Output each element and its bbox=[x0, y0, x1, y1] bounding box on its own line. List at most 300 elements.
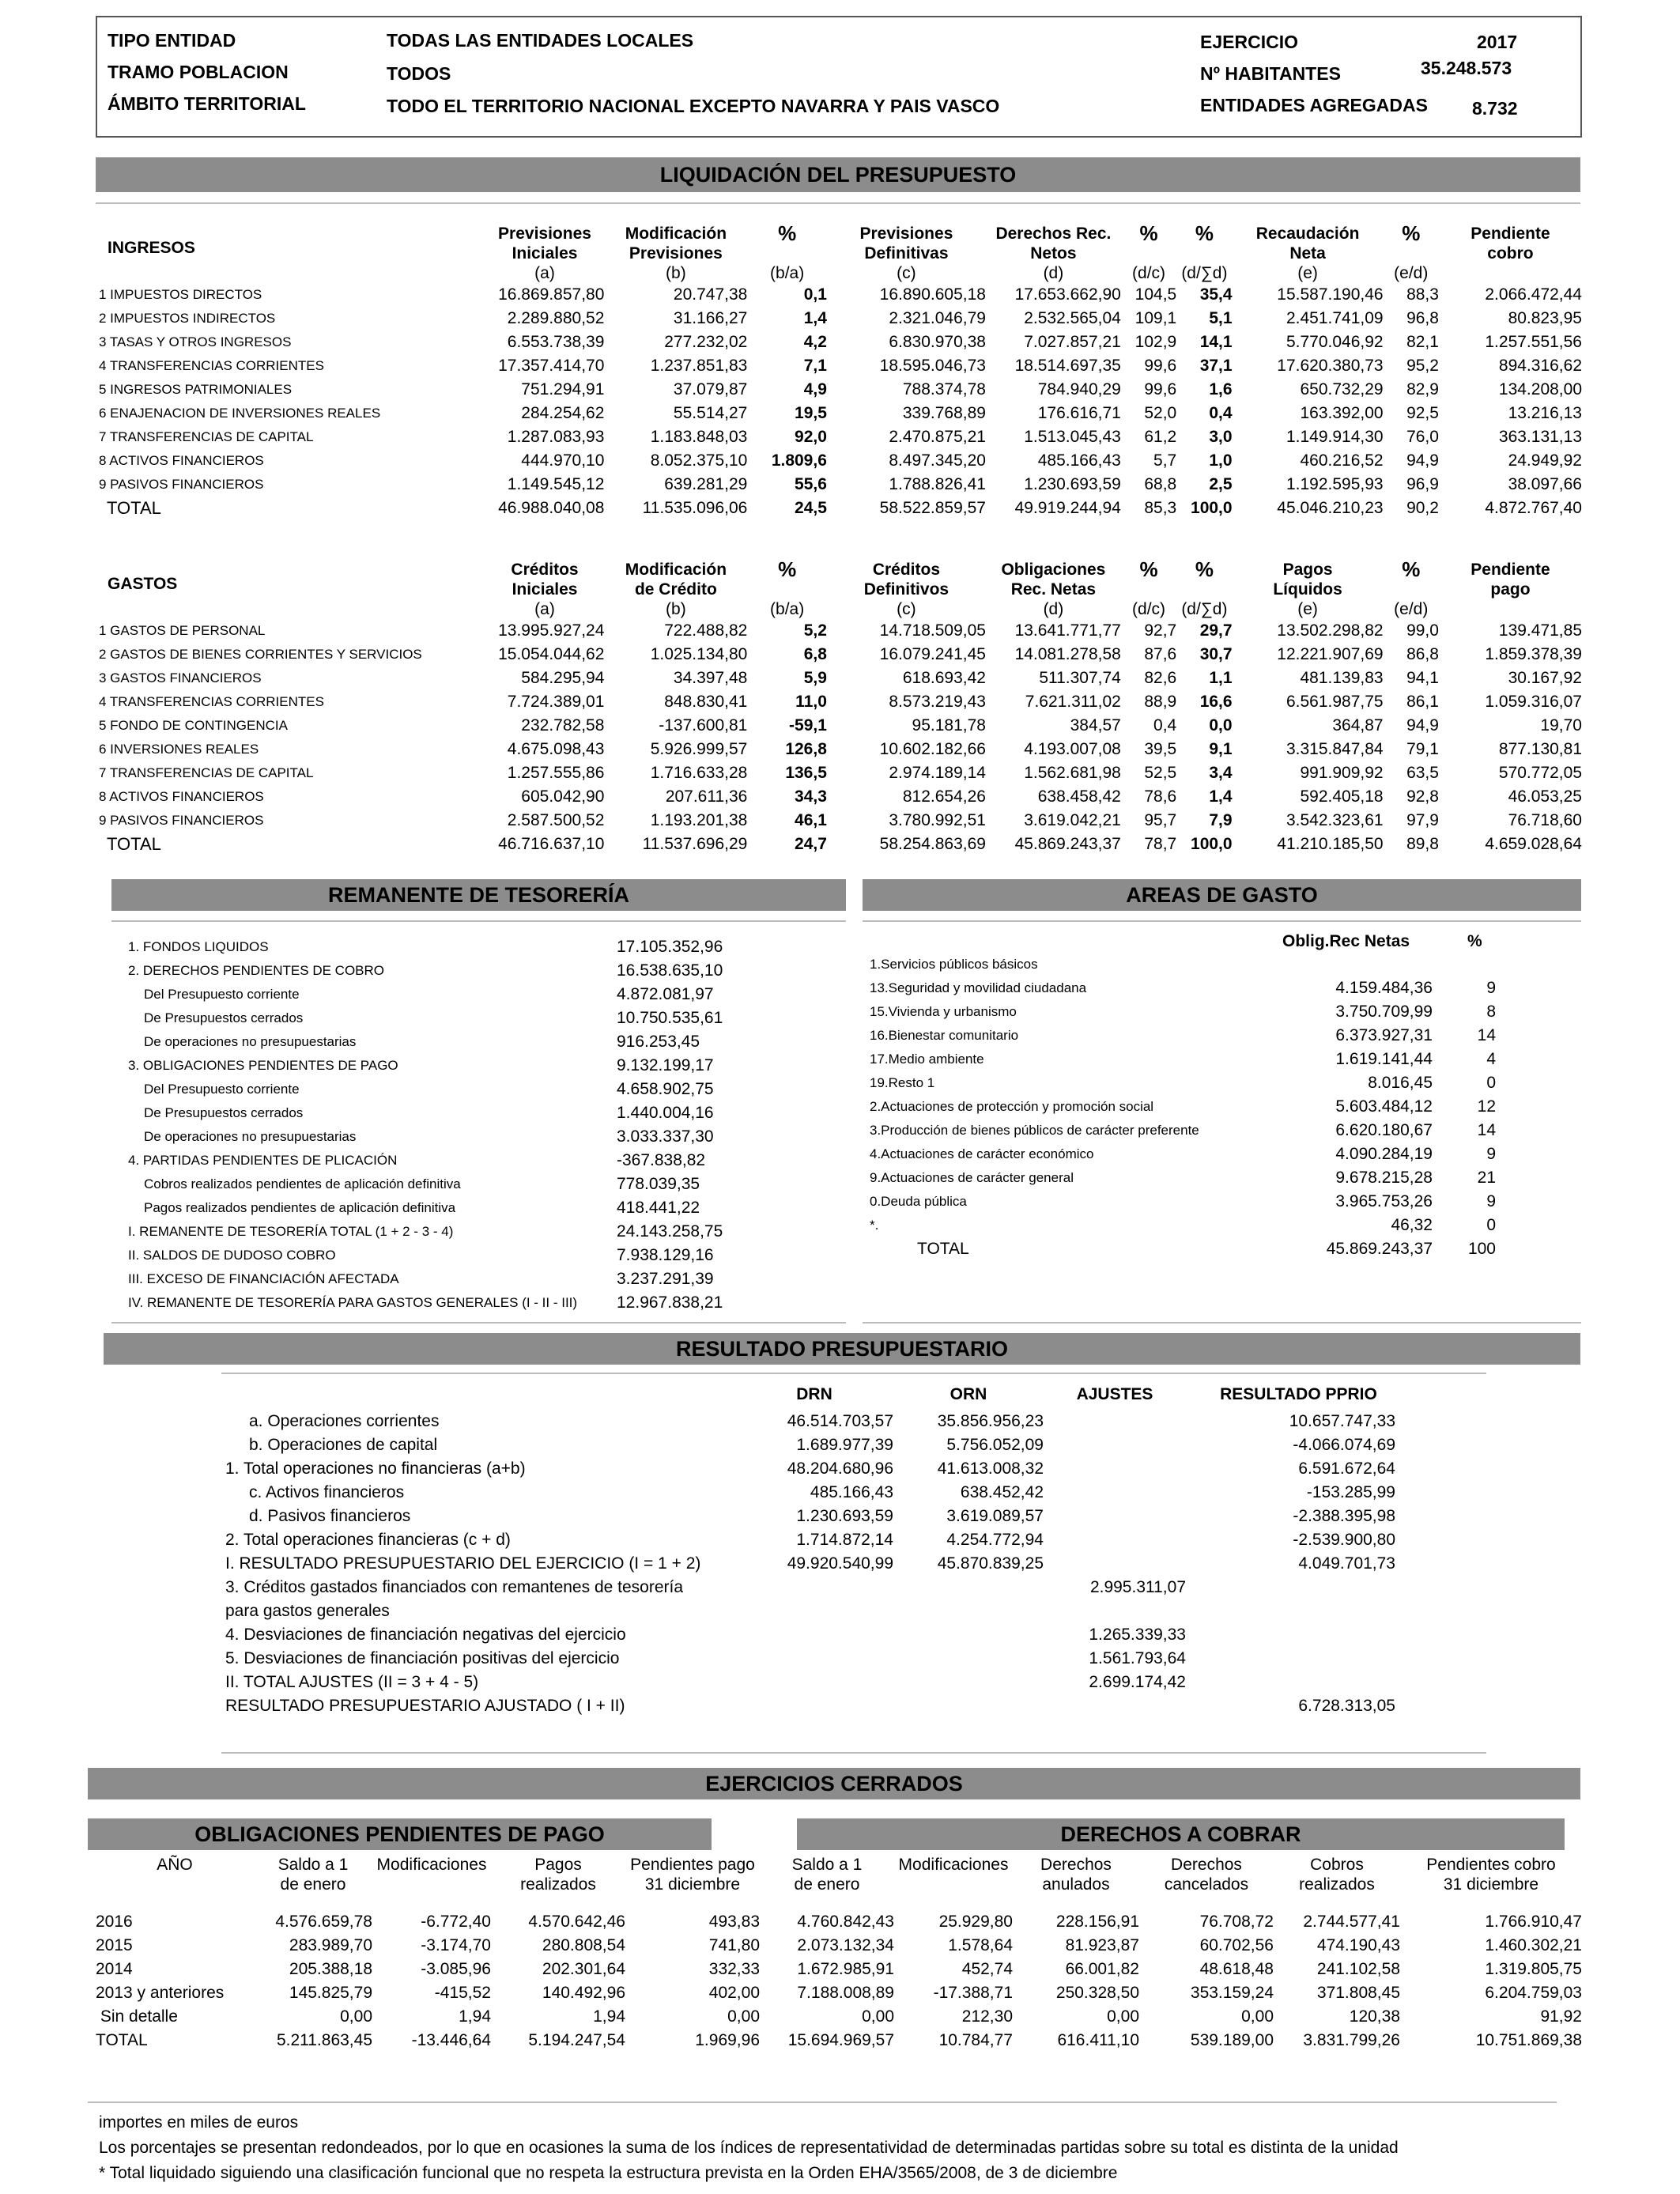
gastos-row-value: 618.693,42 bbox=[902, 669, 986, 687]
ingresos-row-value: 82,1 bbox=[1406, 333, 1439, 351]
cerrados-value: -3.085,96 bbox=[421, 1960, 491, 1978]
cerrados-value: 452,74 bbox=[961, 1960, 1013, 1978]
cerrados-value: 205.388,18 bbox=[289, 1960, 372, 1978]
cerrados-col-header bbox=[96, 1855, 254, 1910]
resultado-row bbox=[225, 1576, 1411, 1599]
cerrados-value: 1.672.985,91 bbox=[797, 1960, 894, 1978]
ingresos-row-value: 94,9 bbox=[1406, 451, 1439, 470]
areas-label: 17.Medio ambiente bbox=[870, 1052, 984, 1067]
gastos-row-value: 86,8 bbox=[1406, 645, 1439, 663]
resultado-value: 4.049.701,73 bbox=[1298, 1554, 1395, 1573]
cerrados-col-header bbox=[491, 1855, 625, 1910]
ingresos-col-header bbox=[986, 212, 1121, 283]
remanente-row bbox=[126, 1149, 775, 1173]
remanente-value: 12.967.838,21 bbox=[617, 1293, 723, 1312]
gastos-row-value: 2.587.500,52 bbox=[507, 811, 605, 829]
footer-divider bbox=[88, 2101, 1557, 2103]
gastos-total-cell: 89,8 bbox=[1406, 835, 1439, 853]
gastos-total-cell: 58.254.863,69 bbox=[879, 835, 986, 853]
gastos-row-value: 384,57 bbox=[1070, 716, 1121, 734]
cerrados-col-header bbox=[625, 1855, 760, 1910]
ingresos-row-label: 2 IMPUESTOS INDIRECTOS bbox=[99, 311, 276, 326]
ingresos-row-value: 1.257.551,56 bbox=[1485, 333, 1582, 351]
cerrados-value: 4.576.659,78 bbox=[275, 1913, 372, 1931]
resultado-value: 2.995.311,07 bbox=[1089, 1578, 1186, 1596]
resultado-label: para gastos generales bbox=[225, 1602, 390, 1620]
ingresos-col-header-line bbox=[1121, 244, 1176, 263]
gastos-row-value: 13.502.298,82 bbox=[1277, 621, 1384, 640]
cerrados-col-header-line: cancelados bbox=[1164, 1875, 1249, 1894]
gastos-row-label: 3 GASTOS FINANCIEROS bbox=[99, 670, 262, 685]
cerrados-value: 212,30 bbox=[961, 2007, 1013, 2026]
gastos-total-row bbox=[96, 833, 1582, 856]
remanente-title: REMANENTE DE TESORERÍA bbox=[111, 879, 846, 911]
resultado-label: c. Activos financieros bbox=[249, 1483, 405, 1501]
remanente-row bbox=[126, 1101, 775, 1125]
cerrados-col-header-line: Derechos bbox=[1171, 1856, 1242, 1874]
gastos-col-header-line: (c) bbox=[897, 600, 916, 618]
ingresos-row-value: 99,6 bbox=[1144, 357, 1177, 375]
gastos-row-value: 207.611,36 bbox=[665, 787, 748, 806]
areas-total-value: 45.869.243,37 bbox=[1326, 1240, 1433, 1258]
gastos-col-header-line: % bbox=[778, 557, 797, 581]
ingresos-row-value: 284.254,62 bbox=[521, 404, 605, 422]
cerrados-value: 0,00 bbox=[862, 2007, 894, 2026]
remanente-row bbox=[126, 1173, 775, 1196]
ingresos-row-value: 1.287.083,93 bbox=[507, 428, 605, 446]
gastos-col-header-line: (b) bbox=[666, 600, 686, 618]
ingresos-col-header bbox=[1121, 212, 1176, 283]
ingresos-row bbox=[96, 378, 1582, 402]
ingresos-col-header-line: Pendiente bbox=[1470, 225, 1550, 243]
areas-label: *. bbox=[870, 1218, 879, 1233]
gastos-row-value: 136,5 bbox=[785, 764, 827, 782]
resultado-value bbox=[1186, 1576, 1411, 1599]
resultado-label: 2. Total operaciones financieras (c + d) bbox=[225, 1531, 511, 1549]
cerrados-col-header bbox=[1013, 1855, 1139, 1910]
cerrados-table-wrap bbox=[96, 1855, 1582, 2052]
resultado-value bbox=[893, 1623, 1044, 1647]
ingresos-row-value: 15.587.190,46 bbox=[1277, 285, 1384, 304]
resultado-value bbox=[735, 1623, 893, 1647]
obligaciones-subtitle: OBLIGACIONES PENDIENTES DE PAGO bbox=[88, 1818, 712, 1850]
gastos-row-label: 7 TRANSFERENCIAS DE CAPITAL bbox=[99, 765, 314, 780]
resultado-value bbox=[893, 1576, 1044, 1599]
remanente-value: 778.039,35 bbox=[617, 1175, 700, 1193]
resultado-value: 1.265.339,33 bbox=[1089, 1626, 1186, 1644]
resultado-value bbox=[1044, 1599, 1186, 1623]
areas-label: 15.Vivienda y urbanismo bbox=[870, 1004, 1017, 1019]
remanente-value: 3.237.291,39 bbox=[617, 1270, 714, 1288]
resultado-value: 4.254.772,94 bbox=[946, 1531, 1044, 1549]
remanente-label: De operaciones no presupuestarias bbox=[144, 1034, 357, 1049]
resultado-value: 6.728.313,05 bbox=[1298, 1697, 1395, 1715]
ingresos-row-value: 444.970,10 bbox=[521, 451, 605, 470]
gastos-row-value: 76.718,60 bbox=[1508, 811, 1582, 829]
cerrados-col-header bbox=[372, 1855, 491, 1910]
cerrados-value: 15.694.969,57 bbox=[787, 2031, 894, 2049]
gastos-section-label: GASTOS bbox=[108, 574, 178, 593]
resultado-value: 638.452,42 bbox=[960, 1483, 1044, 1501]
gastos-row-value: 46,1 bbox=[795, 811, 827, 829]
ingresos-row bbox=[96, 307, 1582, 330]
cerrados-col-header-line: anulados bbox=[1042, 1875, 1110, 1894]
cerrados-value: 10.751.869,38 bbox=[1475, 2031, 1582, 2049]
resultado-value bbox=[893, 1671, 1044, 1694]
gastos-row-value: 6.561.987,75 bbox=[1285, 693, 1384, 711]
remanente-label: 3. OBLIGACIONES PENDIENTES DE PAGO bbox=[128, 1058, 398, 1073]
gastos-row bbox=[96, 619, 1582, 643]
gastos-row-label: 9 PASIVOS FINANCIEROS bbox=[99, 813, 264, 828]
gastos-col-header bbox=[747, 548, 827, 619]
gastos-row-value: 97,9 bbox=[1406, 811, 1439, 829]
gastos-row-value: 92,7 bbox=[1144, 621, 1177, 640]
remanente-label: III. EXCESO DE FINANCIACIÓN AFECTADA bbox=[128, 1271, 399, 1286]
entidades-agregadas-label: ENTIDADES AGREGADAS bbox=[1200, 95, 1428, 115]
ingresos-row-value: 109,1 bbox=[1134, 309, 1177, 327]
gastos-row-value: 52,5 bbox=[1144, 764, 1177, 782]
gastos-row-value: 9,1 bbox=[1209, 740, 1233, 758]
gastos-row-value: 126,8 bbox=[785, 740, 827, 758]
gastos-row-value: 14.081.278,58 bbox=[1014, 645, 1121, 663]
ingresos-col-header-line: (b) bbox=[666, 264, 686, 282]
gastos-row-value: 3.315.847,84 bbox=[1285, 740, 1384, 758]
ingresos-row-value: 37.079,87 bbox=[673, 380, 748, 398]
ingresos-row-value: 96,8 bbox=[1406, 309, 1439, 327]
gastos-row-value: 46.053,25 bbox=[1508, 787, 1582, 806]
resultado-value bbox=[893, 1694, 1044, 1718]
remanente-list bbox=[126, 935, 775, 1315]
gastos-col-header-line: % bbox=[1139, 557, 1158, 581]
gastos-col-header-line: pago bbox=[1490, 580, 1531, 599]
gastos-row-value: 722.488,82 bbox=[664, 621, 748, 640]
ingresos-row-value: 2,5 bbox=[1209, 475, 1233, 493]
gastos-row-value: 1,4 bbox=[1209, 787, 1233, 806]
ambito-territorial-label: ÁMBITO TERRITORIAL bbox=[108, 93, 306, 114]
ingresos-row-value: 61,2 bbox=[1144, 428, 1177, 446]
remanente-label: Cobros realizados pendientes de aplicación definitiva bbox=[144, 1176, 461, 1191]
cerrados-value: -17.388,71 bbox=[933, 1984, 1013, 2002]
ingresos-row-value: 8.497.345,20 bbox=[889, 451, 986, 470]
gastos-row-value: 19,70 bbox=[1540, 716, 1582, 734]
resultado-value bbox=[1044, 1481, 1186, 1505]
gastos-row bbox=[96, 643, 1582, 667]
ingresos-total-cell: 46.988.040,08 bbox=[498, 499, 605, 517]
cerrados-value: -13.446,64 bbox=[411, 2031, 491, 2049]
gastos-row bbox=[96, 761, 1582, 785]
remanente-value: 10.750.535,61 bbox=[617, 1009, 723, 1027]
tipo-entidad-value: TODAS LAS ENTIDADES LOCALES bbox=[387, 30, 694, 51]
remanente-row bbox=[126, 1030, 775, 1054]
resultado-label: 4. Desviaciones de financiación negativas del ejercicio bbox=[225, 1626, 626, 1644]
ingresos-row-value: 17.357.414,70 bbox=[498, 357, 605, 375]
ingresos-col-header bbox=[604, 212, 747, 283]
remanente-label: De operaciones no presupuestarias bbox=[144, 1129, 357, 1144]
ingresos-row-value: 0,1 bbox=[803, 285, 827, 304]
gastos-row-value: 11,0 bbox=[795, 693, 827, 711]
areas-label: 4.Actuaciones de carácter económico bbox=[870, 1146, 1094, 1161]
remanente-label: Del Presupuesto corriente bbox=[144, 987, 300, 1002]
remanente-label: Pagos realizados pendientes de aplicación definitiva bbox=[144, 1200, 456, 1215]
gastos-row-value: 0,4 bbox=[1153, 716, 1177, 734]
ingresos-col-header-line: Previsiones bbox=[859, 225, 953, 243]
gastos-col-header-line: Iniciales bbox=[512, 580, 578, 599]
gastos-row-value: 232.782,58 bbox=[521, 716, 605, 734]
cerrados-value: 5.211.863,45 bbox=[276, 2031, 372, 2049]
footer-note-funcional: * Total liquidado siguiendo una clasificación funcional que no respeta la estructura prevista en la Orden EHA/3565/2008, de 3 de diciembre bbox=[99, 2164, 1118, 2182]
tramo-poblacion-value: TODOS bbox=[387, 63, 451, 84]
areas-value: 46,32 bbox=[1391, 1216, 1433, 1234]
gastos-row-value: 1.257.555,86 bbox=[507, 764, 605, 782]
cerrados-value: 81.923,87 bbox=[1065, 1936, 1139, 1954]
resultado-row bbox=[225, 1433, 1411, 1457]
areas-row bbox=[863, 1048, 1520, 1071]
ingresos-col-header bbox=[1384, 212, 1439, 283]
gastos-row-label: 6 INVERSIONES REALES bbox=[99, 742, 259, 757]
resultado-label: II. TOTAL AJUSTES (II = 3 + 4 - 5) bbox=[225, 1673, 479, 1691]
areas-value: 3.965.753,26 bbox=[1335, 1192, 1433, 1210]
cerrados-col-header-line: Cobros bbox=[1310, 1856, 1364, 1874]
resultado-row bbox=[225, 1505, 1411, 1528]
gastos-row-value: 15.054.044,62 bbox=[498, 645, 605, 663]
ingresos-row-value: 7.027.857,21 bbox=[1024, 333, 1121, 351]
remanente-label: 4. PARTIDAS PENDIENTES DE PLICACIÓN bbox=[128, 1153, 398, 1168]
ingresos-row-value: 1.183.848,03 bbox=[650, 428, 748, 446]
gastos-total-cell: 46.716.637,10 bbox=[498, 835, 605, 853]
ingresos-col-header-line: (d/∑d) bbox=[1181, 264, 1228, 282]
ingresos-row-value: 650.732,29 bbox=[1300, 380, 1384, 398]
areas-col-oblig: Oblig.Rec Netas bbox=[1282, 932, 1410, 950]
ingresos-col-header-line: % bbox=[1402, 221, 1421, 245]
cerrados-value: 353.159,24 bbox=[1190, 1984, 1274, 2002]
remanente-label: I. REMANENTE DE TESORERÍA TOTAL (1 + 2 - 3 - 4) bbox=[128, 1224, 454, 1239]
remanente-value: 1.440.004,16 bbox=[617, 1104, 714, 1122]
areas-value: 6.620.180,67 bbox=[1335, 1121, 1433, 1139]
ingresos-col-header-line: Netos bbox=[1030, 244, 1077, 262]
ingresos-section-label: INGRESOS bbox=[108, 238, 195, 257]
resultado-row bbox=[225, 1599, 1411, 1623]
ingresos-row-value: 16.890.605,18 bbox=[879, 285, 986, 304]
cerrados-value: 10.784,77 bbox=[938, 2031, 1013, 2049]
resultado-value bbox=[735, 1647, 893, 1671]
cerrados-value: -6.772,40 bbox=[421, 1913, 491, 1931]
ingresos-row-value: 363.131,13 bbox=[1498, 428, 1582, 446]
remanente-value: 418.441,22 bbox=[617, 1199, 700, 1217]
gastos-col-header-line: Pendiente bbox=[1470, 561, 1550, 579]
gastos-table bbox=[96, 548, 1582, 856]
gastos-row-value: 3.619.042,21 bbox=[1024, 811, 1121, 829]
ingresos-col-header-line: (d/c) bbox=[1132, 264, 1166, 282]
resultado-value: -2.539.900,80 bbox=[1293, 1531, 1395, 1549]
cerrados-col-header-line: Modificaciones bbox=[898, 1856, 1009, 1874]
ingresos-col-header-line: Definitivas bbox=[864, 244, 949, 262]
gastos-row-value: -59,1 bbox=[789, 716, 827, 734]
gastos-row-value: 5,9 bbox=[803, 669, 827, 687]
gastos-row-value: 34.397,48 bbox=[673, 669, 748, 687]
cerrados-value: 616.411,10 bbox=[1057, 2031, 1139, 2049]
resultado-row bbox=[225, 1647, 1411, 1671]
areas-value: 3.750.709,99 bbox=[1335, 1003, 1433, 1021]
ingresos-row-value: 1.237.851,83 bbox=[650, 357, 748, 375]
gastos-row-value: 5,2 bbox=[803, 621, 827, 640]
cerrados-col-header-line: de enero bbox=[794, 1875, 860, 1894]
gastos-row-value: 30,7 bbox=[1199, 645, 1233, 663]
remanente-value: 17.105.352,96 bbox=[617, 938, 723, 956]
cerrados-value: 0,00 bbox=[340, 2007, 372, 2026]
resultado-title: RESULTADO PRESUPUESTARIO bbox=[104, 1333, 1580, 1365]
remanente-value: 24.143.258,75 bbox=[617, 1222, 723, 1240]
ingresos-row-value: 80.823,95 bbox=[1508, 309, 1582, 327]
resultado-value: 46.514.703,57 bbox=[787, 1412, 893, 1430]
remanente-label: II. SALDOS DE DUDOSO COBRO bbox=[128, 1248, 336, 1263]
cerrados-value: 250.328,50 bbox=[1055, 1984, 1139, 2002]
cerrados-year: 2014 bbox=[96, 1960, 133, 1978]
gastos-col-header bbox=[827, 548, 986, 619]
ingresos-col-header-line: % bbox=[778, 221, 797, 245]
ingresos-row bbox=[96, 330, 1582, 354]
ingresos-row-value: 1.513.045,43 bbox=[1024, 428, 1121, 446]
ejercicio-value: 2017 bbox=[1477, 32, 1518, 52]
cerrados-value: 7.188.008,89 bbox=[797, 1984, 894, 2002]
gastos-col-header bbox=[1384, 548, 1439, 619]
gastos-col-header-line: Obligaciones bbox=[1001, 561, 1106, 579]
cerrados-col-header bbox=[1139, 1855, 1274, 1910]
cerrados-col-header-line: AÑO bbox=[157, 1856, 193, 1874]
areas-row bbox=[863, 1024, 1520, 1048]
gastos-row-value: 95,7 bbox=[1144, 811, 1177, 829]
areas-pct: 0 bbox=[1486, 1074, 1496, 1092]
gastos-row-value: 95.181,78 bbox=[912, 716, 986, 734]
gastos-total-cell: 78,7 bbox=[1144, 835, 1177, 853]
gastos-col-header-line: Créditos bbox=[872, 561, 941, 579]
ingresos-row-value: 163.392,00 bbox=[1300, 404, 1384, 422]
ingresos-row-value: 277.232,02 bbox=[664, 333, 748, 351]
resultado-label: a. Operaciones corrientes bbox=[249, 1412, 440, 1430]
ingresos-row-value: 17.620.380,73 bbox=[1277, 357, 1384, 375]
resultado-row bbox=[225, 1528, 1411, 1552]
gastos-row-value: 87,6 bbox=[1144, 645, 1177, 663]
ingresos-row-value: 1.149.545,12 bbox=[507, 475, 605, 493]
ingresos-row-value: 894.316,62 bbox=[1498, 357, 1582, 375]
gastos-row-value: 1.859.378,39 bbox=[1485, 645, 1582, 663]
cerrados-value: 0,00 bbox=[727, 2007, 760, 2026]
gastos-total-cell: TOTAL bbox=[107, 834, 161, 854]
resultado-col-header: DRN bbox=[796, 1385, 832, 1403]
gastos-row-value: 29,7 bbox=[1199, 621, 1233, 640]
gastos-row-value: 1,1 bbox=[1209, 669, 1233, 687]
gastos-col-header bbox=[986, 548, 1121, 619]
resultado-value: 48.204.680,96 bbox=[787, 1460, 893, 1478]
ingresos-row-label: 1 IMPUESTOS DIRECTOS bbox=[99, 287, 262, 302]
resultado-label: I. RESULTADO PRESUPUESTARIO DEL EJERCICIO (I = 1 + 2) bbox=[225, 1554, 701, 1573]
resultado-row bbox=[225, 1552, 1411, 1576]
ingresos-row-value: 5,7 bbox=[1153, 451, 1177, 470]
remanente-value: 16.538.635,10 bbox=[617, 961, 723, 980]
remanente-label: 2. DERECHOS PENDIENTES DE COBRO bbox=[128, 963, 385, 978]
gastos-row-value: 82,6 bbox=[1144, 669, 1177, 687]
ingresos-row-value: 55,6 bbox=[795, 475, 827, 493]
cerrados-value: 0,00 bbox=[1241, 2007, 1274, 2026]
gastos-row-value: 3,4 bbox=[1209, 764, 1233, 782]
gastos-row-value: 39,5 bbox=[1144, 740, 1177, 758]
cerrados-col-header-line: Modificaciones bbox=[376, 1856, 487, 1874]
resultado-value bbox=[1044, 1552, 1186, 1576]
remanente-row bbox=[126, 1054, 775, 1078]
gastos-col-header-line: (d) bbox=[1043, 600, 1064, 618]
cerrados-year: 2013 y anteriores bbox=[96, 1984, 225, 2002]
ingresos-col-header-line: Previsiones bbox=[629, 244, 723, 262]
resultado-value: -2.388.395,98 bbox=[1293, 1507, 1395, 1525]
gastos-col-header-line: Líquidos bbox=[1273, 580, 1342, 599]
ingresos-row-label: 7 TRANSFERENCIAS DE CAPITAL bbox=[99, 429, 314, 444]
ingresos-col-header-line: Modificación bbox=[625, 225, 727, 243]
gastos-row-value: 139.471,85 bbox=[1498, 621, 1582, 640]
cerrados-title: EJERCICIOS CERRADOS bbox=[88, 1768, 1580, 1799]
ingresos-row-value: 1.149.914,30 bbox=[1285, 428, 1384, 446]
areas-label: 9.Actuaciones de carácter general bbox=[870, 1170, 1074, 1185]
tramo-poblacion-label: TRAMO POBLACION bbox=[108, 62, 289, 82]
gastos-row-value: 10.602.182,66 bbox=[879, 740, 986, 758]
areas-value: 4.159.484,36 bbox=[1335, 979, 1433, 997]
cerrados-year: 2016 bbox=[96, 1913, 133, 1931]
gastos-row-value: -137.600,81 bbox=[659, 716, 748, 734]
footer-note-units: importes en miles de euros bbox=[99, 2113, 299, 2132]
tipo-entidad-label: TIPO ENTIDAD bbox=[108, 30, 236, 51]
gastos-row-value: 88,9 bbox=[1144, 693, 1177, 711]
cerrados-value: 4.570.642,46 bbox=[528, 1913, 625, 1931]
areas-row bbox=[863, 1000, 1520, 1024]
ingresos-row-value: 38.097,66 bbox=[1508, 475, 1582, 493]
remanente-row bbox=[126, 1220, 775, 1244]
cerrados-value: 1,94 bbox=[593, 2007, 625, 2026]
ingresos-row-value: 16.869.857,80 bbox=[498, 285, 605, 304]
gastos-row-value: 848.830,41 bbox=[664, 693, 748, 711]
ingresos-row-value: 2.321.046,79 bbox=[889, 309, 986, 327]
cerrados-col-header-line: Saldo a 1 bbox=[791, 1856, 863, 1874]
ingresos-row-value: 1.809,6 bbox=[771, 451, 827, 470]
cerrados-col-header-line: de enero bbox=[280, 1875, 346, 1894]
ingresos-row-value: 0,4 bbox=[1209, 404, 1233, 422]
ingresos-col-header-line: (a) bbox=[534, 264, 555, 282]
cerrados-col-header-line: realizados bbox=[520, 1875, 596, 1894]
resultado-row bbox=[225, 1410, 1411, 1433]
ingresos-row-value: 88,3 bbox=[1406, 285, 1439, 304]
ingresos-row-label: 6 ENAJENACION DE INVERSIONES REALES bbox=[99, 406, 381, 421]
ingresos-row-value: 1,0 bbox=[1209, 451, 1233, 470]
gastos-col-header-line: Créditos bbox=[511, 561, 579, 579]
cerrados-row bbox=[96, 1958, 1582, 1981]
remanente-row bbox=[126, 1006, 775, 1030]
areas-row bbox=[863, 1095, 1520, 1119]
cerrados-value: 371.808,45 bbox=[1316, 1984, 1400, 2002]
ingresos-col-header-line bbox=[1439, 263, 1582, 283]
gastos-row-value: 86,1 bbox=[1406, 693, 1439, 711]
areas-label: 1.Servicios públicos básicos bbox=[870, 957, 1038, 972]
ingresos-table-wrap bbox=[96, 212, 1582, 520]
areas-pct: 14 bbox=[1477, 1026, 1496, 1044]
resultado-value: 1.230.693,59 bbox=[796, 1507, 893, 1525]
gastos-row-value: 5.926.999,57 bbox=[650, 740, 748, 758]
areas-pct: 21 bbox=[1477, 1169, 1496, 1187]
gastos-row-value: 812.654,26 bbox=[902, 787, 986, 806]
remanente-value: 7.938.129,16 bbox=[617, 1246, 714, 1264]
cerrados-col-header-line: Pendientes pago bbox=[630, 1856, 755, 1874]
resultado-col-header: ORN bbox=[949, 1385, 987, 1403]
areas-value: 9.678.215,28 bbox=[1335, 1169, 1433, 1187]
areas-row bbox=[863, 1166, 1520, 1190]
gastos-row-value: 364,87 bbox=[1332, 716, 1384, 734]
areas-title: AREAS DE GASTO bbox=[863, 879, 1581, 911]
